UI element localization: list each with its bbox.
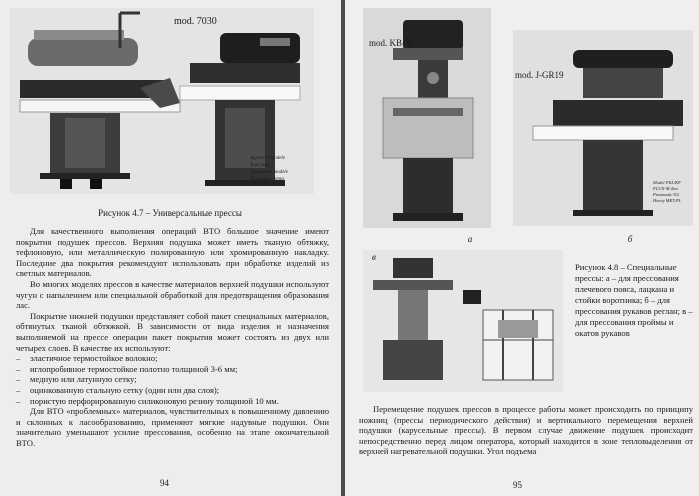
page-number: 95 — [513, 480, 522, 490]
spec-line: Tous mod. — [250, 163, 271, 168]
spec-line: Pneumatic 9/2 — [653, 192, 680, 197]
model-label-kb35: mod. KB-35 — [369, 38, 414, 48]
body-text — [359, 404, 693, 457]
subfigure-label-b: б — [627, 234, 633, 244]
page-number: 94 — [160, 478, 169, 488]
subfigure-label-v: в — [372, 252, 376, 262]
spec-line: FLUX-M 4ow — [653, 186, 679, 191]
figure-caption: Рисунок 4.7 – Универсальные прессы — [98, 208, 242, 218]
figure-caption-4-8: Рисунок 4.8 – Специальные прессы: а – для прессования плечевого пояса, лацкана и стойки воротника; б – для прессования рукавов реглан; в – для прессования проймы и окатов рукавов — [575, 262, 693, 338]
spec-line: Appareils modele — [250, 156, 285, 161]
paragraph: Для ВТО «проблемных» материалов, чувствительных к повышенному давлению и склонных к ласообразованию, применяют мягкие надувные подушки. Они значительно уменьшают усилие прессования, особенно на этапе окончательной ВТО. — [16, 406, 329, 448]
spec-line: Pneumatic temps — [250, 177, 285, 182]
armhole-press-image — [363, 250, 563, 392]
body-text — [16, 226, 329, 448]
list-item: – эластичное термостойкое волокно; — [16, 353, 329, 364]
figure-4-8v-photo — [363, 250, 563, 392]
list-item: – медную или латунную сетку; — [16, 374, 329, 385]
model-label-7030: mod. 7030 — [174, 16, 217, 27]
spec-line: Adaptation modele — [250, 170, 288, 175]
model-label-jgr19: mod. J-GR19 — [515, 70, 564, 80]
paragraph: Для качественного выполнения операций ВТО большое значение имеют покрытия подушек прессов. Верхняя подушка может иметь тканую обтяжку, тефлоновую, или металлическую полированную или хромированную накладку. Последние два покрытия рекомендуют использовать при обработке изделий из светлых материалов. — [16, 226, 329, 279]
spec-line: Model FKL/KF — [653, 180, 681, 185]
list-item: – оцинкованную стальную сетку (один или два слоя); — [16, 385, 329, 396]
figure-4-8a-photo — [363, 8, 491, 228]
paragraph: Перемещение подушек прессов в процессе работы может происходить по принципу ножниц (прессы периодического действия) и вертикального перемещения верхней подушки (карусельные прессы). В первом случае движение подушек происходит непосредственно перед лицом оператора, который находится в зоне тепловыделения от верхней нагревательной подушки. Угол подъема — [359, 404, 693, 457]
figure-4-8b-photo — [513, 30, 693, 226]
paragraph: Покрытие нижней подушки представляет собой пакет специальных материалов, обтянутых тканой обтяжкой. В зависимости от вида изделия и назначения выполняемой на прессе операции пакет покрытия может состоять из двух или четырех слоев. В качестве их используют: — [16, 310, 329, 353]
list-item: – пористую перфорированную силиконовую резину толщиной 10 мм. — [16, 396, 329, 407]
list-item: – иглопробивное термостойкое полотно толщиной 3-6 мм; — [16, 364, 329, 375]
paragraph: Во многих моделях прессов в качестве материалов верхней подушки используют чугун с напылением или специальной обработкой для предотвращения образования лас. — [16, 278, 329, 311]
subfigure-label-a: а — [467, 234, 473, 244]
left-page — [0, 0, 341, 496]
right-page — [345, 0, 699, 496]
spec-line: Heavy MKT/FL — [653, 198, 682, 203]
materials-list — [16, 353, 329, 406]
figure-4-7-photo — [10, 8, 314, 194]
